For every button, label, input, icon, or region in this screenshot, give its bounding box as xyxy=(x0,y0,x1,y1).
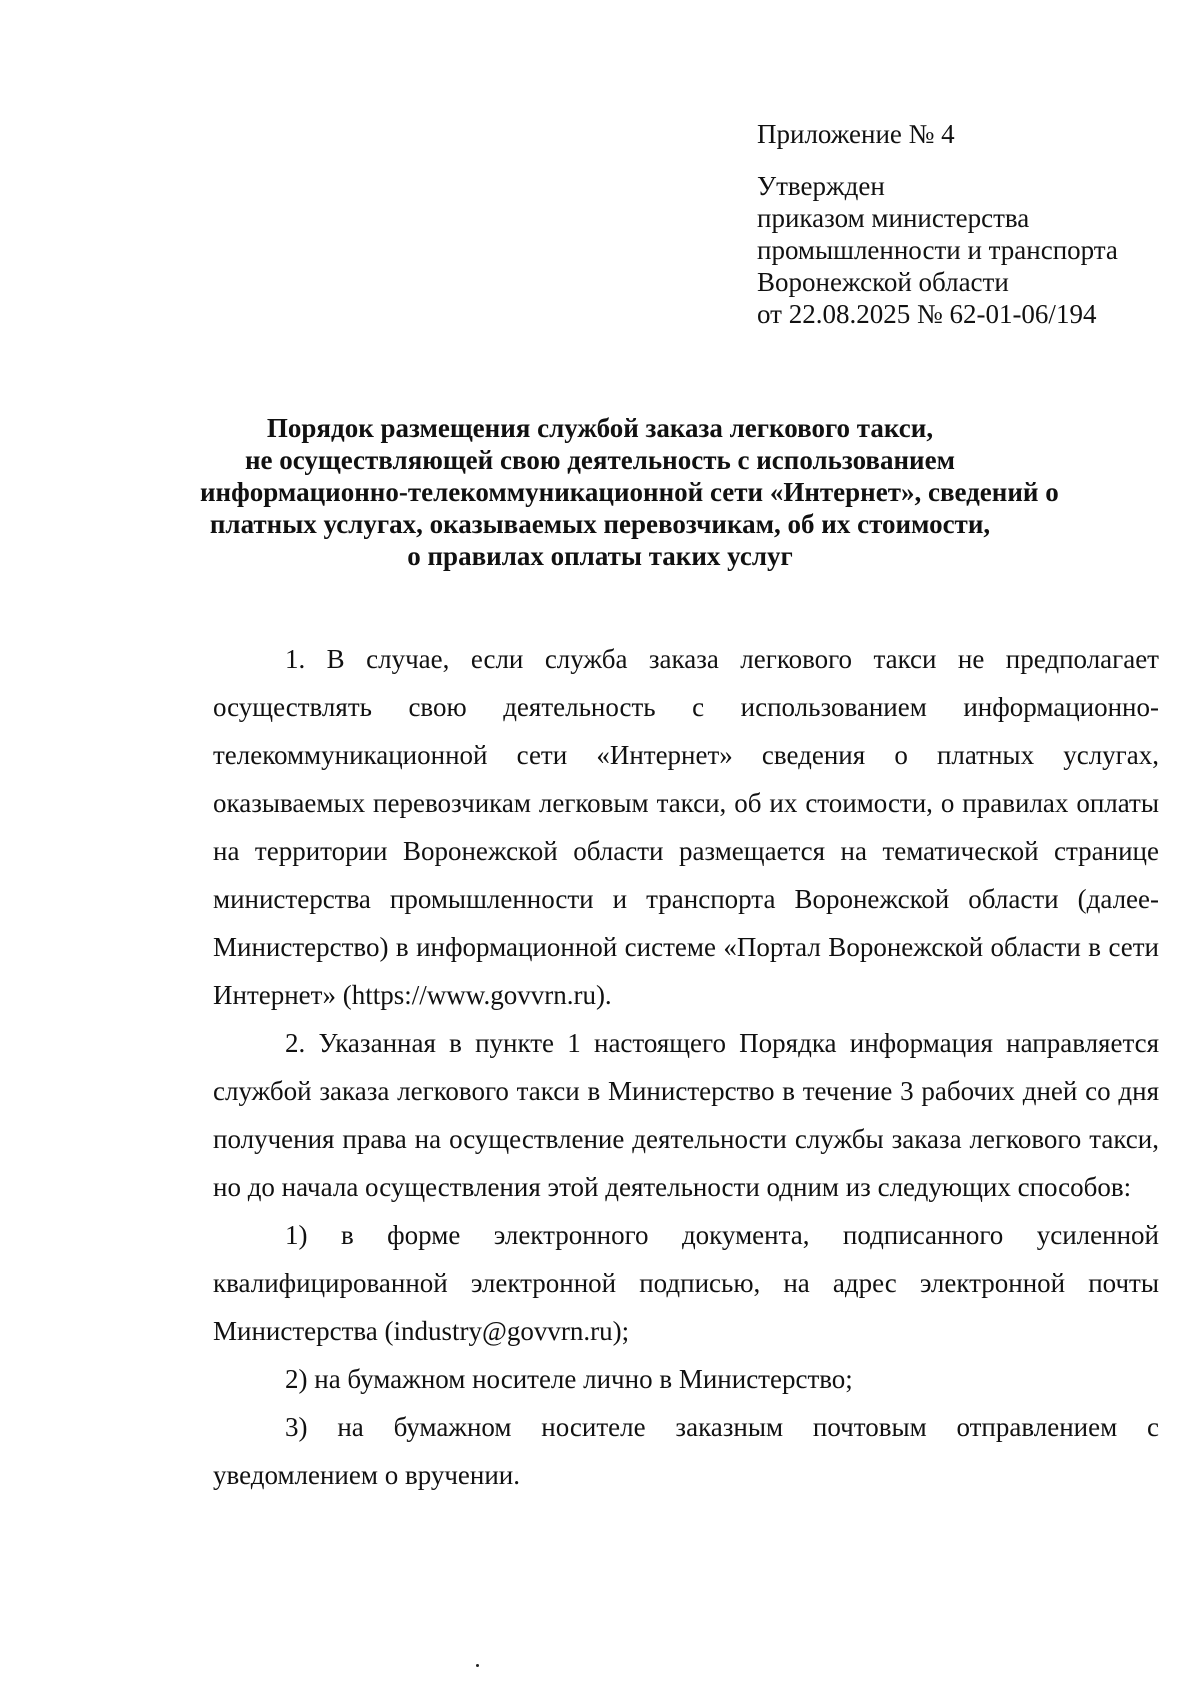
approval-line: приказом министерства xyxy=(757,203,1030,233)
approval-date-number: от 22.08.2025 № 62-01-06/194 xyxy=(757,299,1097,329)
approval-line: Воронежской области xyxy=(757,267,1009,297)
document-body xyxy=(213,635,1159,1499)
scan-dot-mark xyxy=(476,1664,479,1667)
title-line: информационно-телекоммуникационной сети «Интернет», сведений о xyxy=(200,477,1059,507)
title-line: о правилах оплаты таких услуг xyxy=(407,541,793,571)
approval-block xyxy=(757,118,1177,330)
approval-line: Утвержден xyxy=(757,171,885,201)
document-title xyxy=(200,412,1059,572)
approval-line: промышленности и транспорта xyxy=(757,235,1118,265)
subitem-2: 2) на бумажном носителе лично в Министерство; xyxy=(285,1364,853,1394)
paragraph-item-2: 2. Указанная в пункте 1 настоящего Порядка информация направляется службой заказа легкового такси в Министерство в течение 3 рабочих дней со дня получения права на осуществление деятельности службы заказа легкового такси, но до начала осуществления этой деятельности одним из следующих способов: xyxy=(213,1028,1159,1202)
subitem-3: 3) на бумажном носителе заказным почтовым отправлением с уведомлением о вручении. xyxy=(213,1412,1159,1490)
subitem-1: 1) в форме электронного документа, подписанного усиленной квалифицированной электронной подписью, на адрес электронной почты Министерства (industry@govvrn.ru); xyxy=(213,1220,1159,1346)
title-line: Порядок размещения службой заказа легкового такси, xyxy=(266,413,934,443)
title-line: не осуществляющей свою деятельность с использованием xyxy=(245,445,955,475)
appendix-number: Приложение № 4 xyxy=(757,119,955,149)
paragraph-item-1: 1. В случае, если служба заказа легкового такси не предполагает осуществлять свою деятельность с использованием информационно-телекоммуникационной сети «Интернет» сведения о платных услугах, оказываемых перевозчикам легковым такси, об их стоимости, о правилах оплаты на территории Воронежской области размещается на тематической странице министерства промышленности и транспорта Воронежской области (далее- Министерство) в информационной системе «Портал Воронежской области в сети Интернет» (https://www.govvrn.ru). xyxy=(213,644,1159,1010)
title-line: платных услугах, оказываемых перевозчикам, об их стоимости, xyxy=(209,509,991,539)
